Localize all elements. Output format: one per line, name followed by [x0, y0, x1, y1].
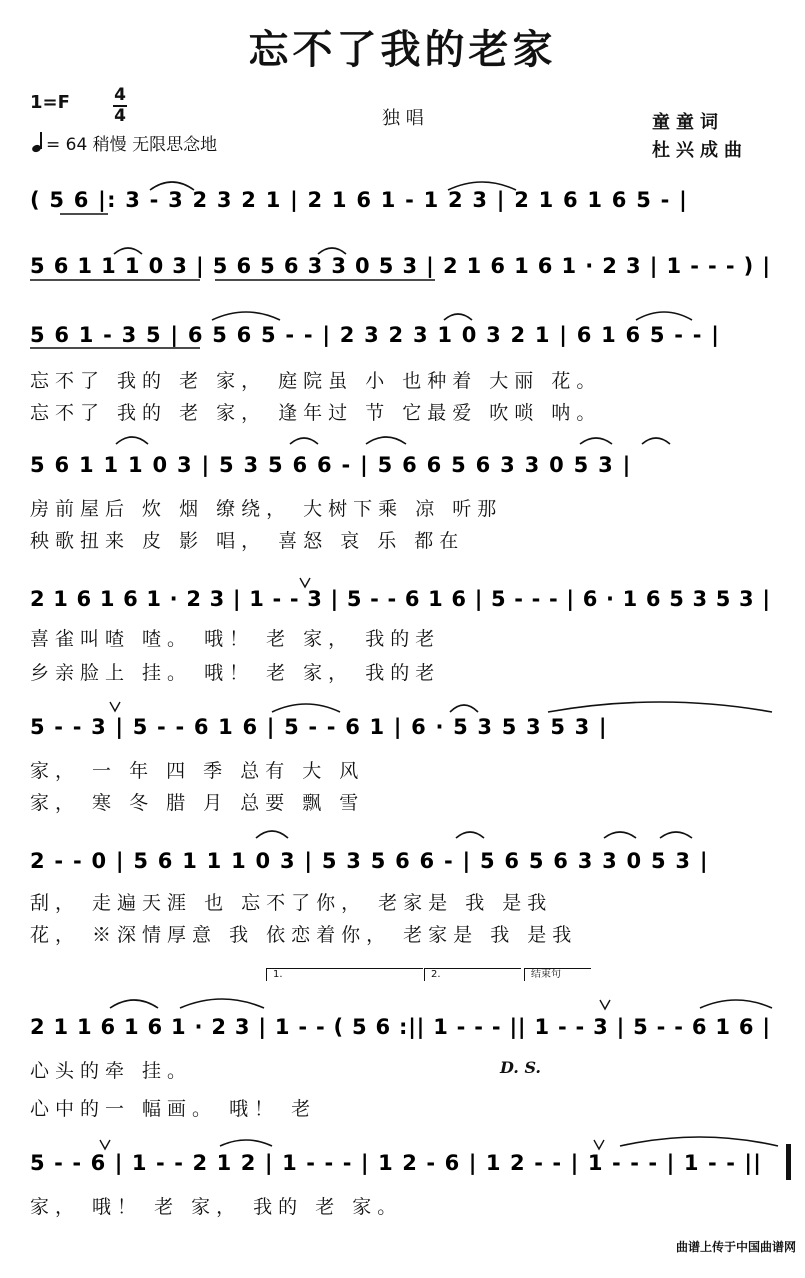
score-row-5: [0, 566, 805, 618]
lyrics-row-4-verse-2: 秧歌扭来 皮 影 唱， 喜怒 哀 乐 都在: [30, 530, 465, 552]
lyrics-row-4-verse-1: 房前屋后 炊 烟 缭绕， 大树下乘 凉 听那: [30, 498, 503, 520]
lyrics-row-9: 家， 哦！ 老 家， 我的 老 家。: [30, 1196, 403, 1218]
score-row-6: [0, 694, 805, 746]
quarter-note-icon: [32, 136, 42, 152]
time-signature: [112, 86, 128, 126]
score-row-4-notes: 5 6 1 1 1 0 3 | 5 3 5 6 6 - | 5 6 6 5 6 3 3 0 5 3 |: [30, 453, 631, 477]
time-signature-bottom: 4: [114, 106, 126, 126]
tempo-text: = 64 稍慢 无限思念地: [46, 135, 218, 155]
score-row-1-notes: ( 5 6 |: 3 - 3 2 3 2 1 | 2 1 6 1 - 1 2 3 | 2 1 6 1 6 5 - |: [30, 188, 687, 212]
score-row-8-notes: 2 1 1 6 1 6 1 · 2 3 | 1 - - ( 5 6 :|| 1 - - - || 1 - - 3 | 5 - - 6 1 6 |: [30, 1015, 771, 1039]
score-row-7: [0, 822, 805, 874]
lyrics-row-7-verse-1: 刮， 走遍天涯 也 忘不了你， 老家是 我 是我: [30, 892, 553, 914]
volta-second-ending: 2.: [424, 968, 521, 981]
lyrics-row-3-verse-2: 忘不了 我的 老 家， 逢年过 节 它最爱 吹唢 呐。: [30, 402, 602, 424]
score-row-3: [0, 302, 805, 354]
lyrics-row-6-verse-2: 家， 寒 冬 腊 月 总要 飘 雪: [30, 792, 365, 814]
lyrics-row-8-verse-2: 心中的一 幅画。 哦！ 老: [30, 1098, 317, 1120]
key-signature: 1=F: [30, 92, 70, 113]
score-row-2: [0, 238, 805, 290]
score-row-7-notes: 2 - - 0 | 5 6 1 1 1 0 3 | 5 3 5 6 6 - | 5 6 5 6 3 3 0 5 3 |: [30, 849, 708, 873]
volta-first-ending: 1.: [266, 968, 423, 981]
song-title: 忘不了我的老家: [248, 27, 557, 73]
score-row-5-notes: 2 1 6 1 6 1 · 2 3 | 1 - - 3 | 5 - - 6 1 6 | 5 - - - | 6 · 1 6 5 3 5 3 |: [30, 587, 770, 611]
score-row-9-notes: 5 - - 6 | 1 - - 2 1 2 | 1 - - - | 1 2 - 6 | 1 2 - - | 1 - - - | 1 - - ||: [30, 1151, 761, 1175]
score-row-9: [0, 1130, 805, 1182]
composer-credit: 杜兴成曲: [652, 140, 748, 161]
site-watermark: 曲谱上传于中国曲谱网: [676, 1240, 797, 1254]
lyrics-row-6-verse-1: 家， 一 年 四 季 总有 大 风: [30, 760, 365, 782]
lyrics-row-7-verse-2: 花， ※深情厚意 我 依恋着你， 老家是 我 是我: [30, 924, 578, 946]
score-row-8: [0, 990, 805, 1042]
score-row-2-notes: 5 6 1 1 1 0 3 | 5 6 5 6 3 3 0 5 3 | 2 1 6 1 6 1 · 2 3 | 1 - - - ) |: [30, 254, 770, 278]
tempo-marking: [32, 130, 217, 155]
lyrics-row-3-verse-1: 忘不了 我的 老 家， 庭院虽 小 也种着 大丽 花。: [30, 370, 602, 392]
score-row-3-notes: 5 6 1 - 3 5 | 6 5 6 5 - - | 2 3 2 3 1 0 3 2 1 | 6 1 6 5 - - |: [30, 323, 719, 347]
lyricist-credit: 童童词: [652, 112, 724, 133]
performance-type: 独 唱: [382, 108, 424, 129]
score-row-1: [0, 172, 805, 224]
time-signature-top: 4: [114, 85, 126, 105]
lyrics-row-8-verse-1: 心头的牵 挂。: [30, 1060, 193, 1082]
lyrics-row-5-verse-1: 喜雀叫喳 喳。 哦！ 老 家， 我的老: [30, 628, 441, 650]
lyrics-row-5-verse-2: 乡亲脸上 挂。 哦！ 老 家， 我的老: [30, 662, 441, 684]
score-row-6-notes: 5 - - 3 | 5 - - 6 1 6 | 5 - - 6 1 | 6 · 5 3 5 3 5 3 |: [30, 715, 607, 739]
dal-segno-marking: D. S.: [500, 1058, 541, 1077]
volta-closing-phrase: 结束句: [524, 968, 591, 981]
score-row-4: [0, 428, 805, 480]
